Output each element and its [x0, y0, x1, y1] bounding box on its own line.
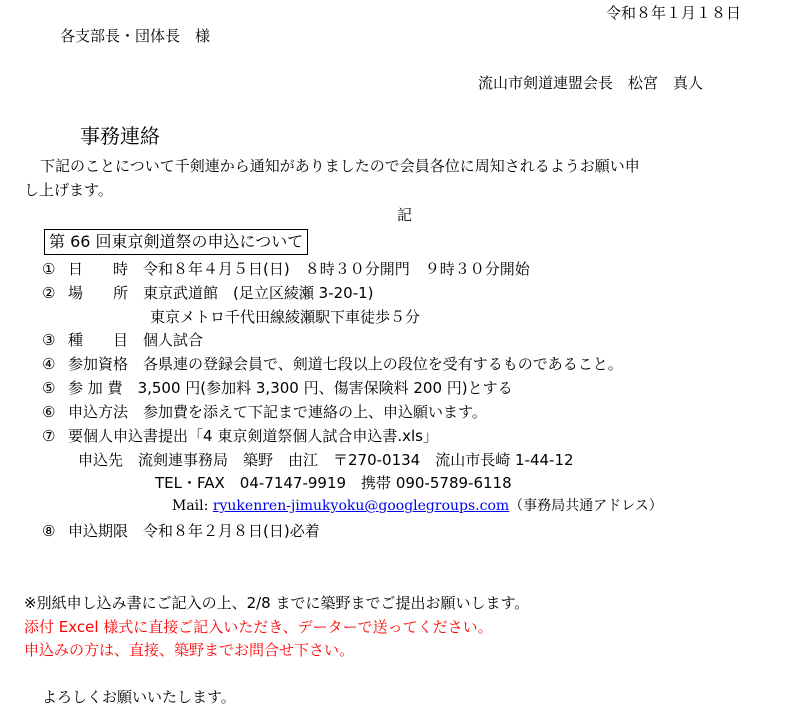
item-number: ②	[42, 284, 56, 302]
item-value: 各県連の登録会員で、剣道七段以上の段位を受有するものであること。	[143, 355, 623, 373]
item-number: ⑥	[42, 403, 56, 421]
item-number: ⑧	[42, 522, 56, 540]
item-fee	[42, 379, 513, 397]
item-value: 東京武道館 (足立区綾瀬 3-20-1)	[143, 284, 374, 302]
item-value: 令和８年４月５日(日) ８時３０分開門 ９時３０分開始	[143, 260, 530, 278]
item-eligibility	[42, 355, 623, 373]
date: 令和８年１月１８日	[606, 4, 742, 22]
item-label: 申込方法	[68, 403, 129, 421]
location-access: 東京メトロ千代田線綾瀬駅下車徒歩５分	[150, 308, 421, 326]
intro-line-1: 下記のことについて千剣連から通知がありましたので会員各位に周知されるようお願い申	[40, 157, 640, 175]
item-date-time	[42, 260, 530, 278]
mail-label: Mail:	[172, 498, 213, 514]
recipient: 各支部長・団体長 様	[60, 27, 211, 45]
ki-label: 記	[397, 206, 413, 224]
item-value: 令和８年２月８日(日)必着	[143, 522, 320, 540]
item-value: 「4 東京剣道祭個人試合申込書.xls」	[188, 427, 438, 445]
item-location	[42, 284, 374, 302]
item-number: ①	[42, 260, 56, 278]
item-label: 参加資格	[68, 355, 129, 373]
item-label: 日 時	[68, 260, 129, 278]
note-inquiry-red: 申込みの方は、直接、築野までお問合せ下さい。	[24, 641, 355, 659]
contact-line-2: TEL・FAX 04-7147-9919 携帯 090-5789-6118	[155, 474, 512, 492]
mail-link[interactable]: ryukenren-jimukyoku@googlegroups.com	[212, 498, 510, 514]
item-number: ④	[42, 355, 56, 373]
contact-mail-line	[172, 497, 663, 515]
item-label: 場 所	[68, 284, 129, 302]
item-event-type	[42, 331, 203, 349]
item-label: 種 目	[68, 331, 129, 349]
item-application-form	[42, 427, 438, 445]
item-application-method	[42, 403, 487, 421]
item-number: ③	[42, 331, 56, 349]
item-label: 参 加 費	[68, 379, 123, 397]
item-value: 参加費を添えて下記まで連絡の上、申込願います。	[143, 403, 487, 421]
mail-note: （事務局共通アドレス）	[509, 498, 663, 514]
item-label: 申込期限	[68, 522, 129, 540]
item-value: 3,500 円(参加料 3,300 円、傷害保険料 200 円)とする	[137, 379, 513, 397]
item-label: 要個人申込書提出	[68, 427, 189, 445]
item-number: ⑤	[42, 379, 56, 397]
sender: 流山市剣道連盟会長 松宮 真人	[478, 74, 704, 92]
item-value: 個人試合	[143, 331, 204, 349]
contact-line-1: 申込先 流剣連事務局 築野 由江 〒270-0134 流山市長崎 1-44-12	[78, 451, 574, 469]
closing-line: よろしくお願いいたします。	[42, 688, 236, 706]
intro-line-2: し上げます。	[24, 181, 113, 199]
item-deadline	[42, 522, 320, 540]
subject-box: 第 66 回東京剣道祭の申込について	[44, 229, 308, 255]
item-number: ⑦	[42, 427, 56, 445]
document-title: 事務連絡	[80, 124, 160, 148]
note-excel-red: 添付 Excel 様式に直接ご記入いただき、データーで送ってください。	[24, 618, 493, 636]
note-submission: ※別紙申し込み書にご記入の上、2/8 までに築野までご提出お願いします。	[24, 594, 530, 612]
